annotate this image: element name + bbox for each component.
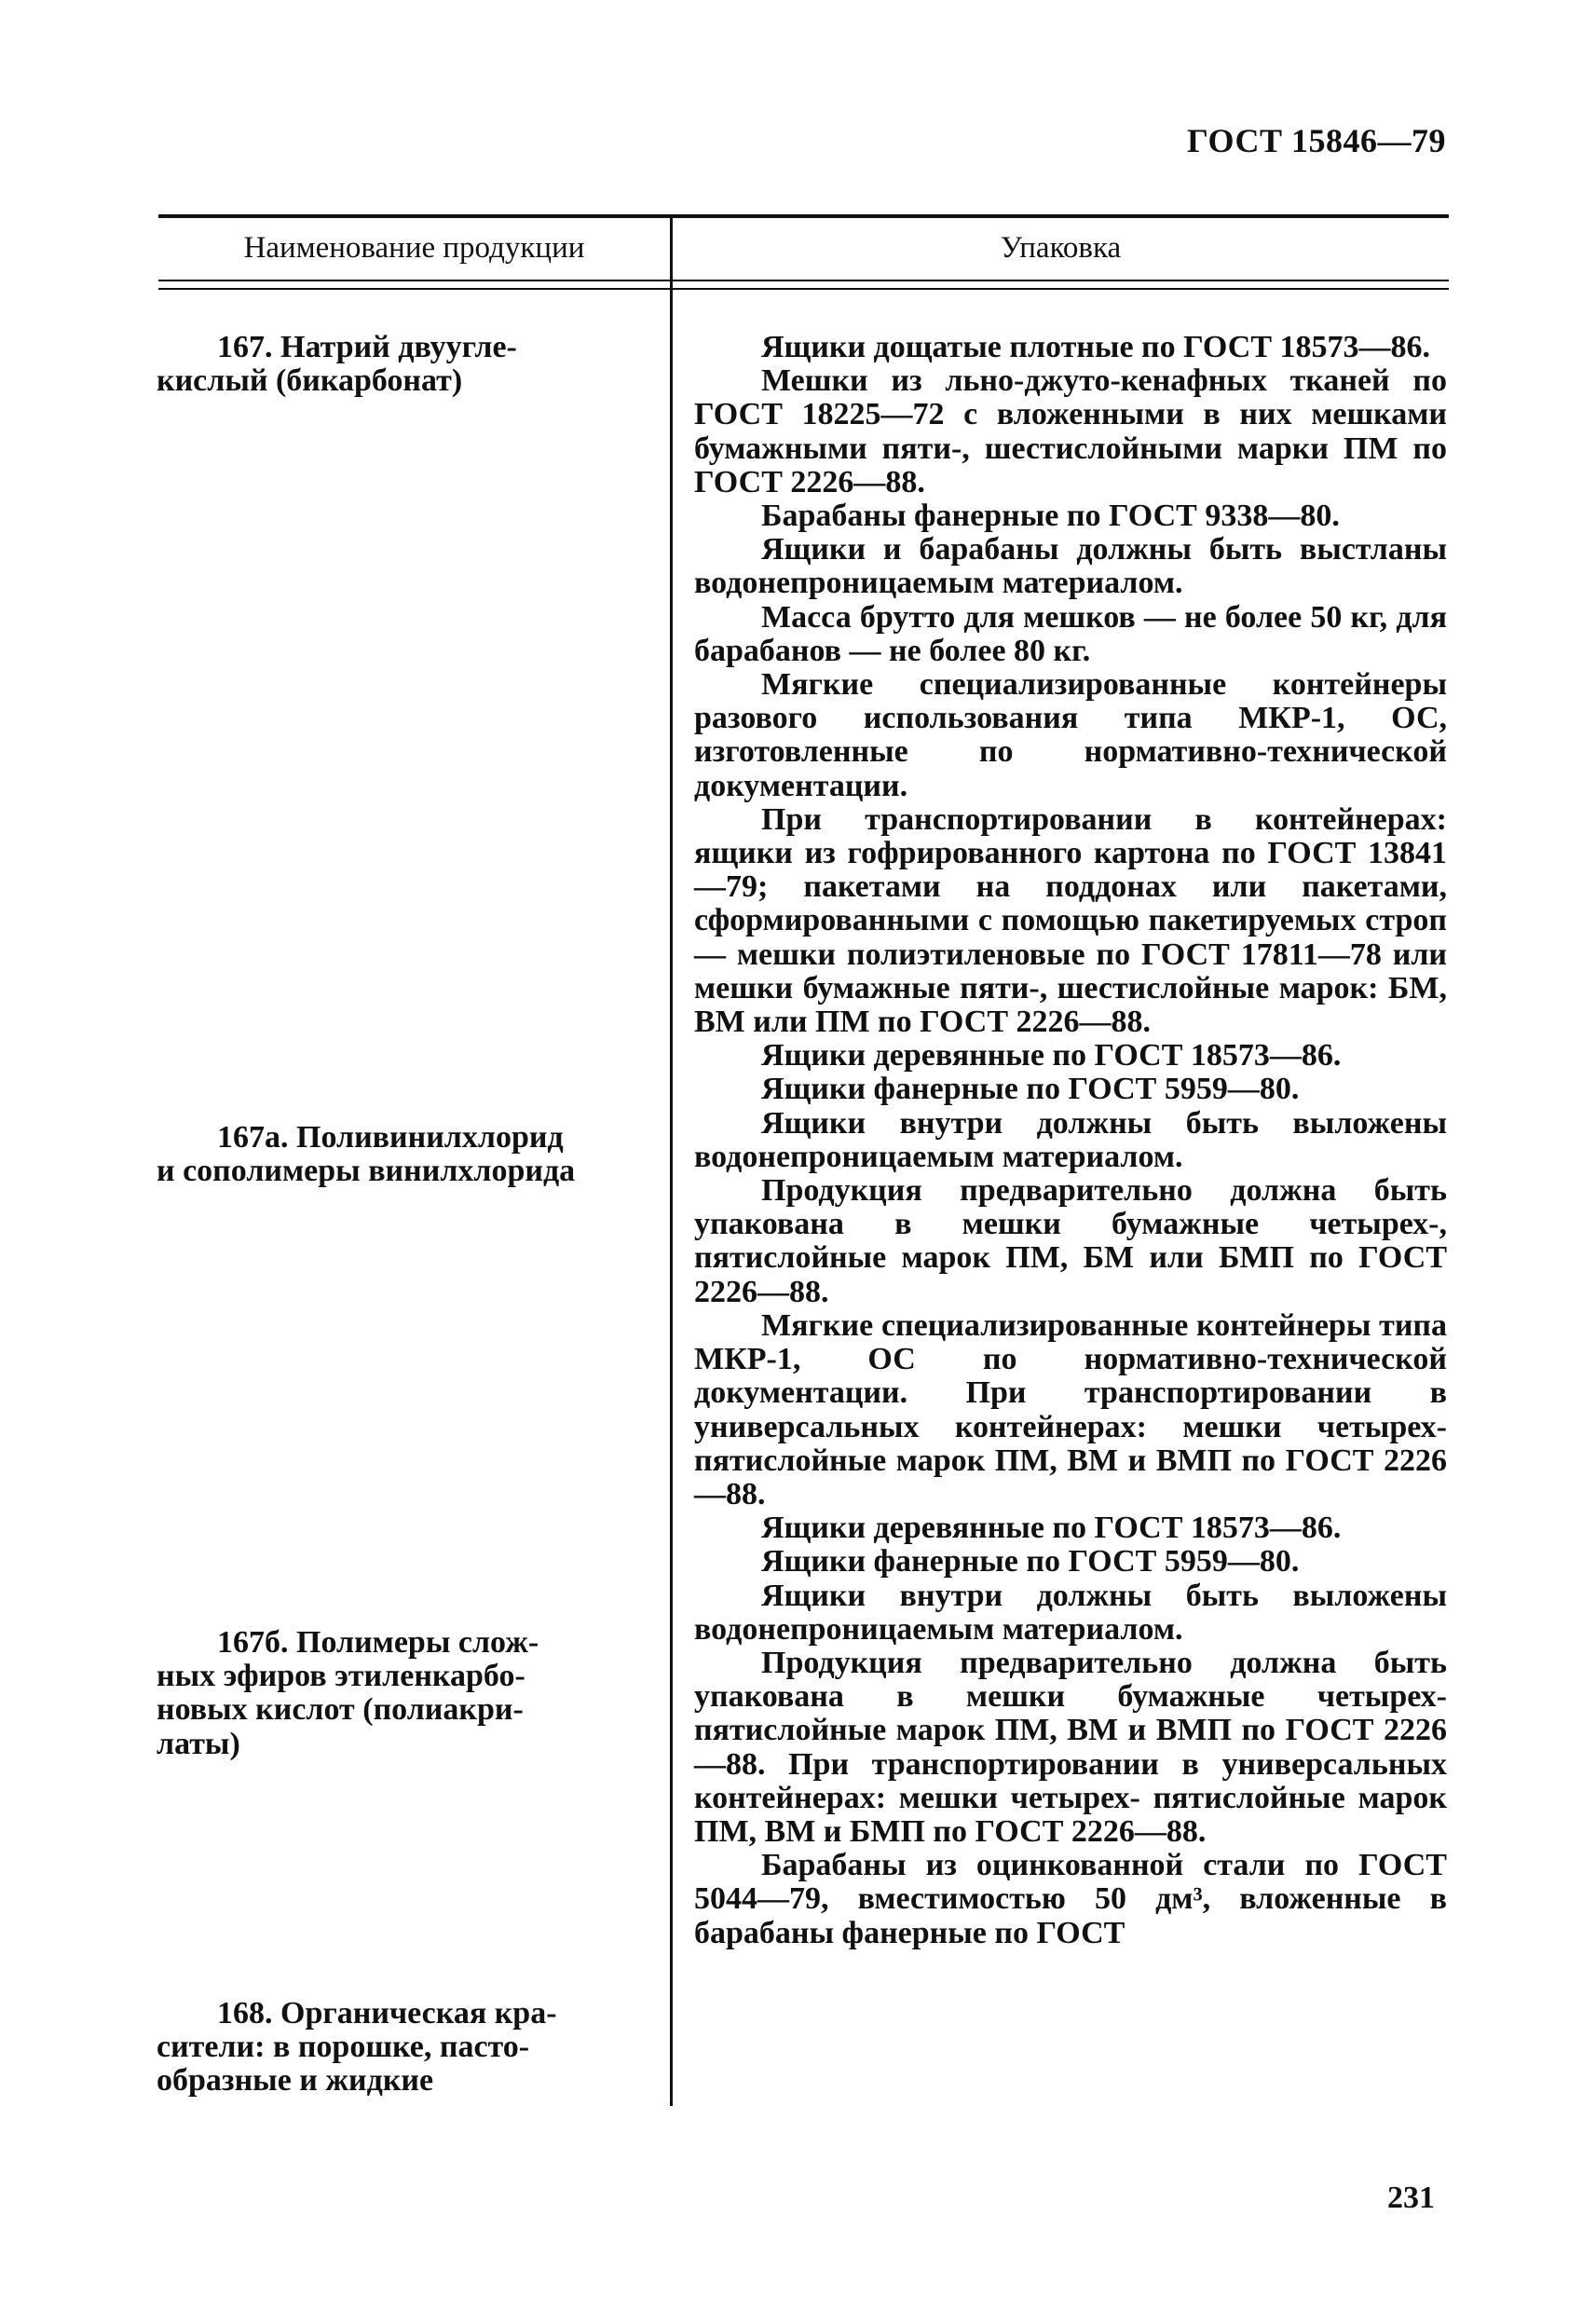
product-name-line: 167а. Поливинилхлорид [217, 1120, 564, 1155]
packaging-paragraph: При транспортировании в контейнерах: ящики из гофрированного картона по ГОСТ 13841—79; пакетами на поддонах или пакетами, сформированными с помощью пакетируемых строп — мешки полиэтиленовые по ГОСТ 17811—78 или мешки бумажные пяти-, шестислойные марок: БМ, ВМ или ПМ по ГОСТ 2226—88. [694, 801, 1447, 1040]
packaging-paragraph: Мешки из льно-джуто-кенафных тканей по ГОСТ 18225—72 с вложенными в них мешками бумажными пяти-, шестислойными марки ПМ по ГОСТ 2226—88. [694, 363, 1447, 499]
column-header-packaging: Упаковка [1000, 231, 1122, 265]
packaging-paragraph: Ящики внутри должны быть выложены водонепроницаемым материалом. [694, 1105, 1447, 1174]
packaging-paragraph: Мягкие специализированные контейнеры типа МКР-1, ОС по нормативно-технической документации. При транспортировании в универсальных контейнерах: мешки четырех- пятислойные марок ПМ, ВМ и ВМП по ГОСТ 2226—88. [694, 1307, 1447, 1511]
packaging-paragraph: Ящики фанерные по ГОСТ 5959—80. [761, 1072, 1300, 1107]
page-number: 231 [1387, 2181, 1435, 2215]
packaging-paragraph: Ящики деревянные по ГОСТ 18573—86. [761, 1511, 1342, 1546]
standard-code: ГОСТ 15846—79 [1187, 122, 1446, 159]
table-top-rule [158, 214, 1449, 218]
packaging-paragraph: Мягкие специализированные контейнеры разового использования типа МКР-1, ОС, изготовленные по нормативно-технической документации. [694, 667, 1447, 803]
product-name-line: 167б. Полимеры слож- [217, 1625, 539, 1660]
column-divider [670, 216, 673, 2106]
product-name-line: 167. Натрий двууглe- [217, 330, 517, 364]
packaging-paragraph: Ящики деревянные по ГОСТ 18573—86. [761, 1038, 1342, 1073]
product-name-line: и сополимеры винилхлорида [157, 1154, 576, 1189]
product-name-line: кислый (бикарбонат) [157, 363, 463, 399]
packaging-paragraph: Ящики фанерные по ГОСТ 5959—80. [761, 1544, 1300, 1579]
product-name-167a [157, 1121, 655, 1188]
product-name-line: ных эфиров этиленкарбо- [157, 1659, 525, 1694]
product-name-line: латы) [157, 1726, 240, 1761]
packaging-paragraph: Ящики дощатые плотные по ГОСТ 18573—86. [761, 330, 1431, 364]
packaging-paragraph: Барабаны из оцинкованной стали по ГОСТ 5044—79, вместимостью 50 дм³, вложенные в барабаны фанерные по ГОСТ [694, 1848, 1447, 1950]
packaging-column [694, 331, 1447, 1950]
header-rule-upper [158, 280, 1449, 281]
packaging-paragraph: Ящики и барабаны должны быть выстланы водонепроницаемым материалом. [694, 532, 1447, 601]
product-name-168 [157, 1997, 655, 2099]
product-name-line: сители: в порошке, пасто- [157, 2030, 530, 2065]
product-name-167b [157, 1626, 655, 1761]
product-name-line: новых кислот (полиакри- [157, 1692, 524, 1728]
product-name-line: образные и жидкие [157, 2063, 434, 2099]
packaging-paragraph: Барабаны фанерные по ГОСТ 9338—80. [761, 499, 1340, 534]
packaging-paragraph: Масса брутто для мешков — не более 50 кг, для барабанов — не более 80 кг. [694, 599, 1447, 668]
product-name-line: 168. Органическая кра- [217, 1996, 557, 2031]
header-rule-lower [158, 288, 1449, 290]
packaging-paragraph: Продукция предварительно должна быть упакована в мешки бумажные четырех- пятислойные марок ПМ, ВМ и ВМП по ГОСТ 2226—88. При транспортировании в универсальных контейнерах: мешки четырех- пятислойные марок ПМ, ВМ и БМП по ГОСТ 2226—88. [694, 1645, 1447, 1849]
packaging-paragraph: Продукция предварительно должна быть упакована в мешки бумажные четырех-, пятислойные марок ПМ, БМ или БМП по ГОСТ 2226—88. [694, 1173, 1447, 1309]
packaging-paragraph: Ящики внутри должны быть выложены водонепроницаемым материалом. [694, 1578, 1447, 1647]
product-name-167 [157, 331, 655, 398]
column-header-name: Наименование продукции [243, 231, 585, 265]
